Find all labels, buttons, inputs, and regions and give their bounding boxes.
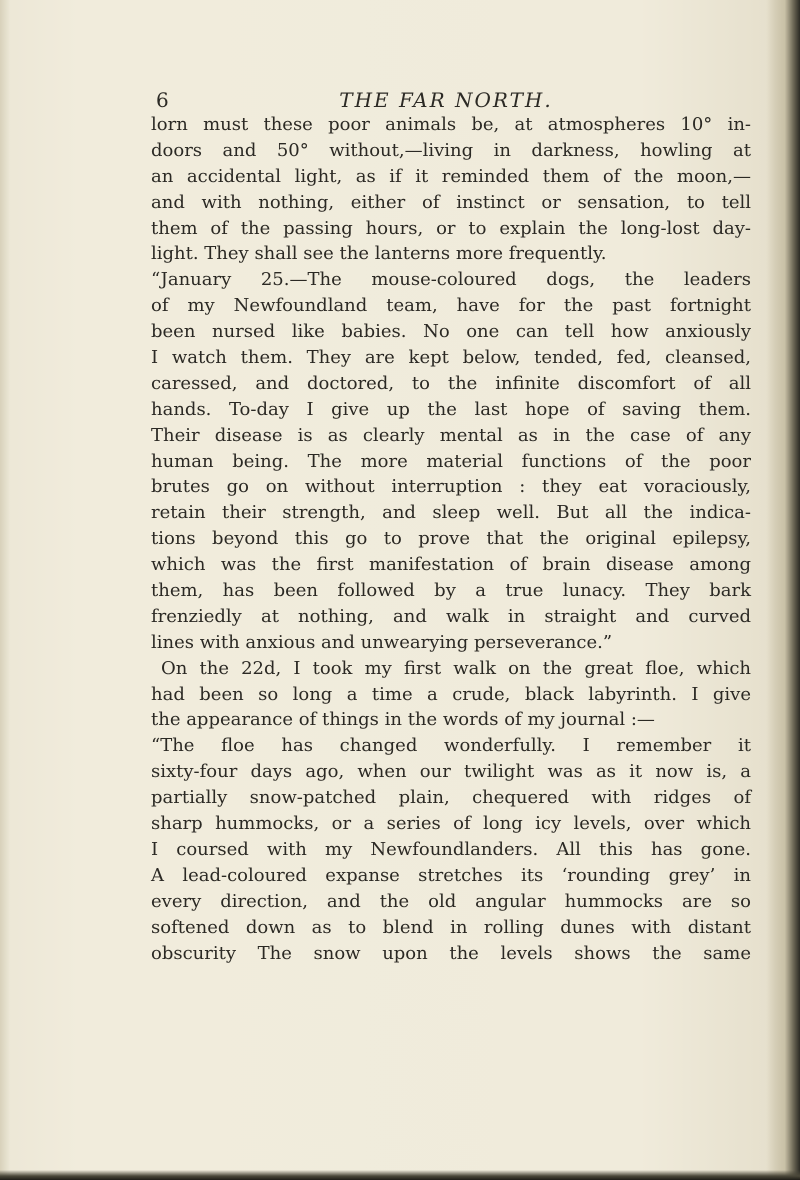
text-line: sixty-four days ago, when our twilight was as it now is, a [151,761,751,783]
page-bottom-edge [0,1170,800,1180]
text-line: them, has been followed by a true lunacy. They bark [151,580,751,602]
text-line: lorn must these poor animals be, at atmospheres 10° in- [151,114,751,135]
text-line: had been so long a time a crude, black labyrinth. I give [151,683,751,705]
page-number: 6 [156,88,169,112]
text-line: I coursed with my Newfoundlanders. All this has gone. [151,838,751,860]
text-line: A lead-coloured expanse stretches its ‘rounding grey’ in [151,864,751,886]
text-line: obscurity The snow upon the levels shows the same [151,942,751,964]
page-left-edge [0,0,10,1180]
text-line: caressed, and doctored, to the infinite discomfort of all [151,372,751,394]
text-line: human being. The more material functions of the poor [151,450,751,472]
text-line: which was the first manifestation of brain disease among [151,554,751,576]
text-line: sharp hummocks, or a series of long icy levels, over which [151,813,751,835]
text-line: doors and 50° without,—living in darkness, howling at [151,139,751,161]
text-line: and with nothing, either of instinct or sensation, to tell [151,191,751,213]
text-line: I watch them. They are kept below, tended, fed, cleansed, [151,347,751,369]
book-spine-shadow [766,0,800,1180]
text-line: every direction, and the old angular hummocks are so [151,890,751,912]
text-line: them of the passing hours, or to explain the long-lost day- [151,217,751,239]
text-line: retain their strength, and sleep well. But all the indica- [151,502,751,524]
running-title: THE FAR NORTH. [339,88,553,112]
text-line: softened down as to blend in rolling dunes with distant [151,916,751,938]
text-line: tions beyond this go to prove that the original epilepsy, [151,528,751,550]
text-line: been nursed like babies. No one can tell how anxiously [151,321,751,343]
text-line: On the 22d, I took my first walk on the great floe, which [161,657,751,679]
text-line: lines with anxious and unwearying perseverance.” [151,631,613,653]
text-line: an accidental light, as if it reminded them of the moon,— [151,165,751,187]
text-line: the appearance of things in the words of my journal :— [151,709,655,731]
text-line: light. They shall see the lanterns more frequently. [151,243,607,265]
text-line: hands. To-day I give up the last hope of saving them. [151,398,751,420]
text-line: brutes go on without interruption : they eat voraciously, [151,476,751,498]
text-line: frenziedly at nothing, and walk in straight and curved [151,605,751,627]
text-line: “The floe has changed wonderfully. I remember it [151,735,751,757]
text-line: of my Newfoundland team, have for the past fortnight [151,295,751,317]
text-line: “January 25.—The mouse-coloured dogs, the leaders [151,269,751,291]
body-text [151,112,751,966]
text-line: Their disease is as clearly mental as in the case of any [151,424,751,446]
text-line: partially snow-patched plain, chequered with ridges of [151,787,751,809]
